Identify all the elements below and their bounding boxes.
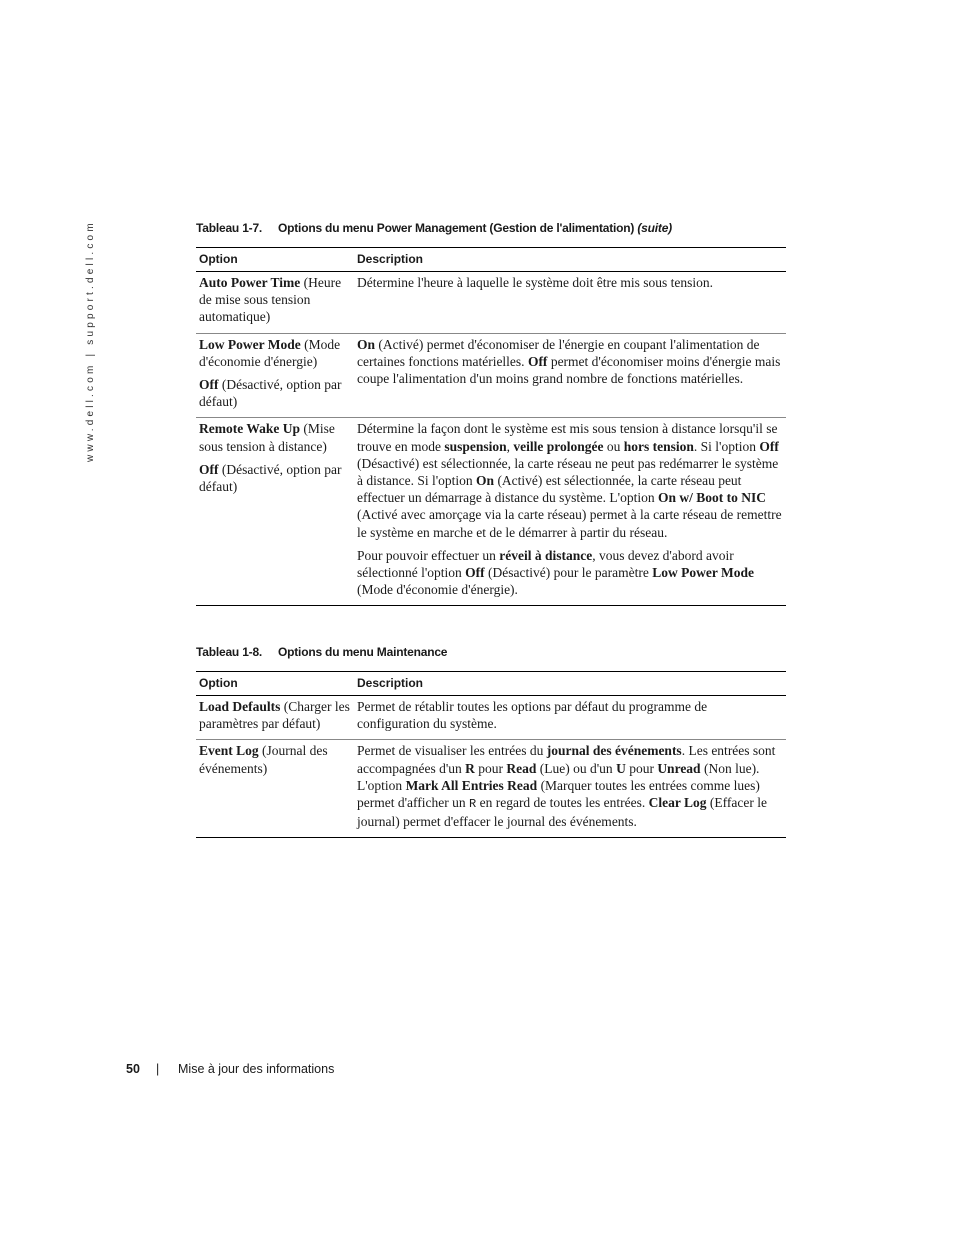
bold-text: Auto Power Time <box>199 275 301 290</box>
text-run: Détermine la façon dont le système est mis sous tension à distance lorsqu'il se trouve en mode <box>357 421 778 454</box>
text-run: (Charger les paramètres par défaut) <box>199 699 350 732</box>
code-text: R <box>469 797 477 812</box>
text-run: (Mode d'économie d'énergie) <box>199 336 341 369</box>
column-header-description: Description <box>354 672 786 696</box>
description-cell <box>354 696 786 740</box>
text-run: (Journal des événements) <box>199 743 328 776</box>
cell-paragraph <box>199 742 351 776</box>
cell-paragraph <box>199 420 351 454</box>
column-header-description: Description <box>354 248 786 272</box>
description-cell <box>354 740 786 838</box>
table-continued-label: (suite) <box>637 221 672 235</box>
bold-text: suspension <box>444 438 507 454</box>
description-cell <box>354 418 786 606</box>
section-title: Mise à jour des informations <box>178 1062 335 1076</box>
text-run: (Effacer le journal) permet d'effacer le journal des événements. <box>357 795 767 830</box>
power-management-table <box>196 247 786 606</box>
table-row <box>196 272 786 334</box>
text-run: (Mode d'économie d'énergie). <box>357 582 518 598</box>
bold-text: R <box>465 760 475 776</box>
footer-separator: | <box>156 1062 160 1076</box>
table-row <box>196 418 786 606</box>
cell-paragraph <box>199 698 351 732</box>
table-title: Options du menu Power Management (Gestion de l'alimentation) <box>278 221 635 235</box>
bold-text: Off <box>465 565 485 581</box>
bold-text: veille prolongée <box>513 438 604 454</box>
text-run: (Marquer toutes les entrées comme lues) permet d'afficher un <box>357 777 760 811</box>
text-run: en regard de toutes les entrées. <box>476 795 649 811</box>
table-caption-1-8 <box>196 645 447 659</box>
text-run: pour <box>474 760 507 776</box>
bold-text: réveil à distance <box>499 547 593 563</box>
bold-text: Clear Log <box>648 795 707 811</box>
bold-text: Low Power Mode <box>199 336 301 352</box>
bold-text: Low Power Mode <box>652 565 754 581</box>
bold-text: Off <box>199 377 219 393</box>
text-run: pour <box>625 760 658 776</box>
text-run: (Désactivé, option par défaut) <box>199 461 342 495</box>
bold-text: Remote Wake Up <box>199 421 300 437</box>
table-row <box>196 333 786 418</box>
bold-text: Unread <box>657 760 701 776</box>
text-run: . Si l'option <box>693 438 760 454</box>
cell-paragraph <box>357 336 783 388</box>
bold-text: Read <box>506 760 537 776</box>
description-cell <box>354 333 786 418</box>
table-number: Tableau 1-7. <box>196 221 263 235</box>
option-cell <box>196 696 354 740</box>
table-title: Options du menu Maintenance <box>278 645 448 659</box>
text-run: (Heure de mise sous tension automatique) <box>199 275 342 325</box>
text-run: (Activé avec amorçage via la carte réseau) permet à la carte réseau de remettre le système en marche et de le démarrer à partir du réseau. <box>357 507 782 540</box>
cell-paragraph <box>357 274 783 291</box>
cell-paragraph <box>357 420 783 540</box>
text-run: (Non lue). L'option <box>357 760 760 793</box>
bold-text: On <box>476 473 495 489</box>
text-run: permet d'économiser moins d'énergie mais coupe l'alimentation d'un moins grand nombre de fonctions matérielles. <box>357 353 781 387</box>
text-run: (Activé) permet d'économiser de l'énergie en coupant l'alimentation de certaines fonctions matérielles. <box>357 336 760 369</box>
table-row <box>196 696 786 740</box>
text-run: , vous devez d'abord avoir sélectionné l'option <box>357 547 734 581</box>
bold-text: U <box>616 760 626 776</box>
website-url-sidebar: www.dell.com | support.dell.com <box>85 220 96 462</box>
cell-paragraph <box>357 547 783 599</box>
bold-text: Off <box>199 461 219 477</box>
cell-paragraph <box>357 742 783 830</box>
bold-text: On <box>357 336 376 352</box>
text-run: (Activé) est sélectionnée, la carte réseau peut effectuer un démarrage à distance du système. L'option <box>357 473 742 506</box>
table-header-row <box>196 672 786 696</box>
table-number: Tableau 1-8. <box>196 645 263 659</box>
option-cell <box>196 272 354 334</box>
bold-text: Mark All Entries Read <box>405 777 538 793</box>
text-run: (Désactivé) pour le paramètre <box>484 565 653 581</box>
text-run: (Mise sous tension à distance) <box>199 421 335 454</box>
bold-text: On w/ Boot to NIC <box>657 490 766 506</box>
bold-text: Off <box>759 438 779 454</box>
cell-paragraph <box>357 698 783 732</box>
text-run: Permet de rétablir toutes les options par défaut du programme de configuration du système. <box>357 699 708 732</box>
text-run: Pour pouvoir effectuer un <box>357 547 500 563</box>
table-caption-1-7 <box>196 221 672 235</box>
text-run: . Les entrées sont accompagnées d'un <box>357 743 776 776</box>
option-cell <box>196 740 354 838</box>
bold-text: Off <box>527 353 548 369</box>
option-cell <box>196 418 354 606</box>
page-footer <box>126 1062 334 1076</box>
maintenance-table <box>196 671 786 838</box>
text-run: (Lue) ou d'un <box>536 760 617 776</box>
cell-paragraph <box>199 336 351 370</box>
text-run: (Désactivé, option par défaut) <box>199 377 342 410</box>
table-header-row <box>196 248 786 272</box>
text-run: ou <box>603 438 624 454</box>
bold-text: journal des événements <box>546 743 682 759</box>
bold-text: Load Defaults <box>199 699 281 714</box>
cell-paragraph <box>199 461 351 495</box>
column-header-option: Option <box>196 248 354 272</box>
description-cell <box>354 272 786 334</box>
cell-paragraph <box>199 376 351 410</box>
table-row <box>196 740 786 838</box>
page-number: 50 <box>126 1062 140 1076</box>
bold-text: Event Log <box>199 743 259 759</box>
cell-paragraph <box>199 274 351 326</box>
text-run: Permet de visualiser les entrées du <box>357 743 547 759</box>
text-run: (Désactivé) est sélectionnée, la carte réseau ne peut pas redémarrer le système à distance. Si l'option <box>357 455 779 489</box>
bold-text: hors tension <box>623 438 694 454</box>
option-cell <box>196 333 354 418</box>
text-run: Détermine l'heure à laquelle le système doit être mis sous tension. <box>357 275 713 290</box>
column-header-option: Option <box>196 672 354 696</box>
text-run: , <box>506 438 514 454</box>
